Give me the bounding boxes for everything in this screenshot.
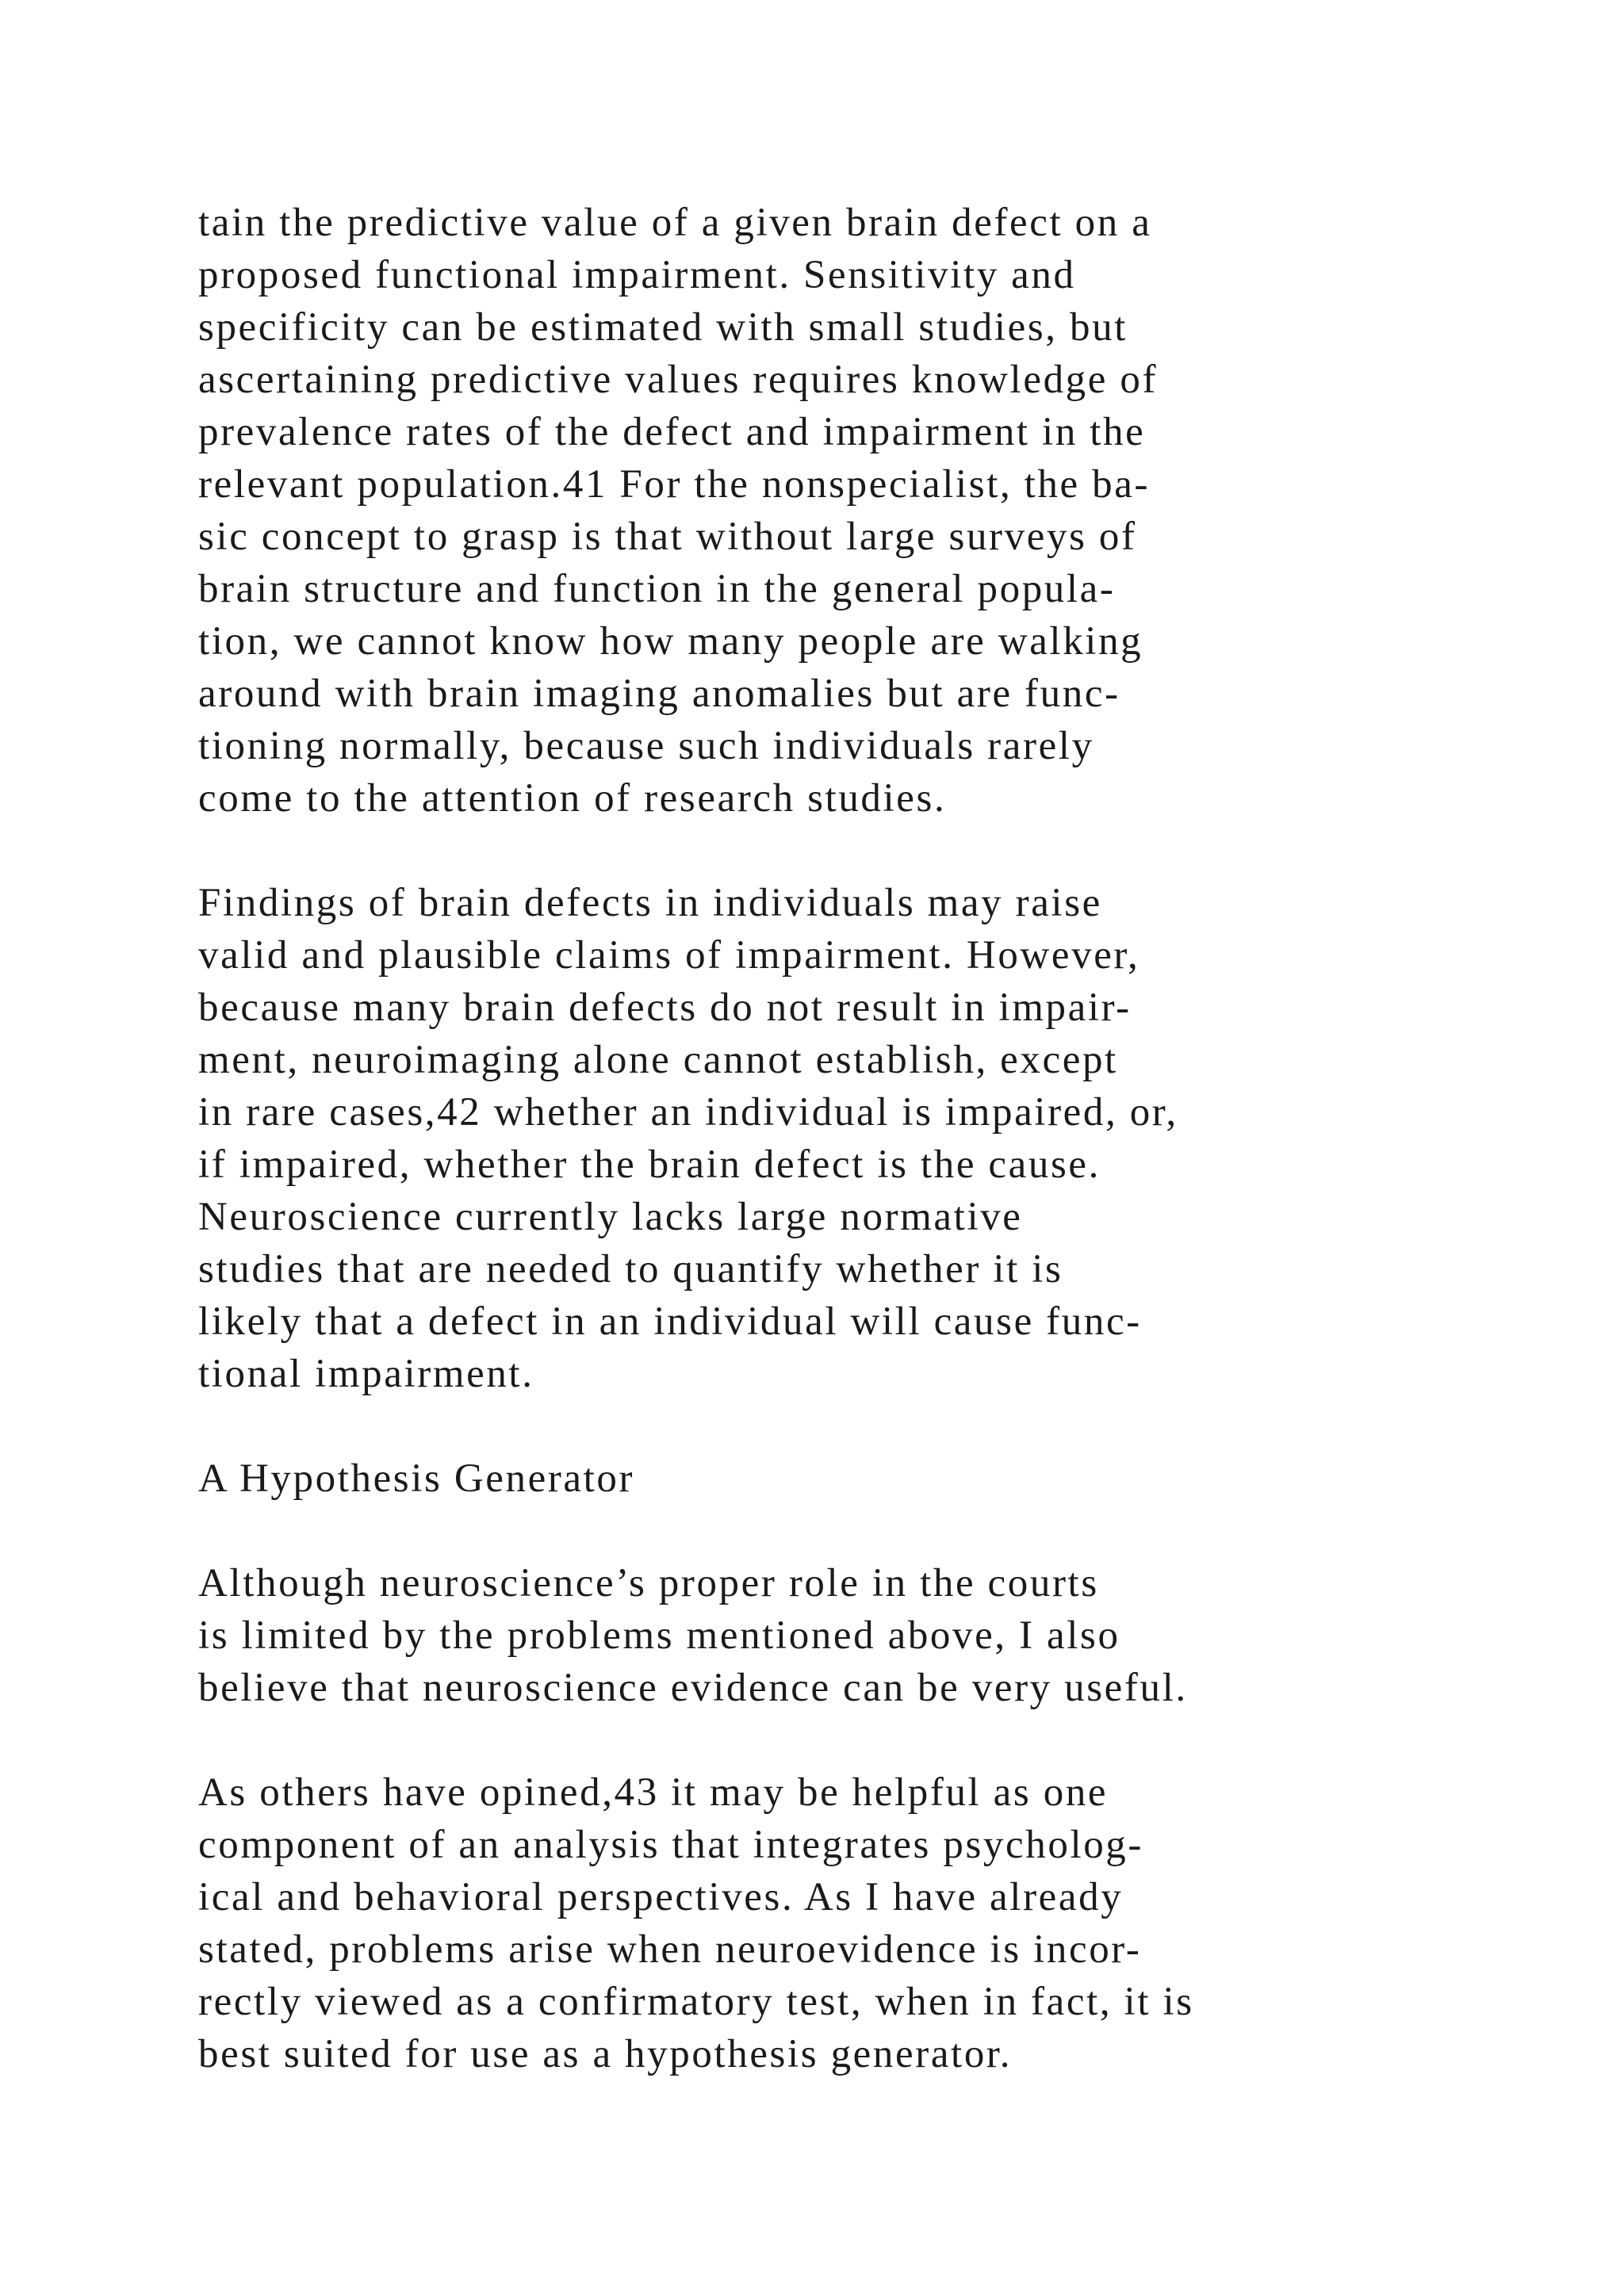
paragraph-gap [198, 1714, 1546, 1766]
section-heading [198, 1452, 1546, 1505]
paragraph-brain-defects [198, 877, 1546, 1400]
text-line: in rare cases,42 whether an individual is impaired, or, [198, 1090, 1178, 1135]
text-line: because many brain defects do not result in impair- [198, 985, 1132, 1030]
text-line: ascertaining predictive values requires knowledge of [198, 358, 1159, 402]
text-line: believe that neuroscience evidence can be very useful. [198, 1666, 1188, 1710]
text-line: Findings of brain defects in individuals may raise [198, 881, 1102, 925]
text-line: tion, we cannot know how many people are walking [198, 619, 1143, 664]
text-line: As others have opined,43 it may be helpful as one [198, 1770, 1109, 1815]
paragraph-gap [198, 1400, 1546, 1452]
text-line: rectly viewed as a confirmatory test, when in fact, it is [198, 1980, 1194, 2024]
text-line: ical and behavioral perspectives. As I have already [198, 1875, 1124, 1919]
section-heading-text: A Hypothesis Generator [198, 1456, 635, 1501]
text-line: if impaired, whether the brain defect is the cause. [198, 1142, 1101, 1187]
text-line: studies that are needed to quantify whether it is [198, 1247, 1063, 1292]
text-line: specificity can be estimated with small studies, but [198, 305, 1128, 350]
text-line: Although neuroscience’s proper role in the courts [198, 1561, 1099, 1605]
text-line: tional impairment. [198, 1352, 534, 1396]
text-line: come to the attention of research studies. [198, 776, 947, 821]
text-line: tain the predictive value of a given brain defect on a [198, 201, 1152, 245]
text-line: prevalence rates of the defect and impairment in the [198, 410, 1146, 454]
text-line: relevant population.41 For the nonspecialist, the ba- [198, 462, 1151, 507]
text-line: stated, problems arise when neuroevidence is incor- [198, 1927, 1142, 1972]
text-line: ment, neuroimaging alone cannot establish, except [198, 1038, 1118, 1082]
paragraph-neuroscience-role [198, 1557, 1546, 1714]
text-line: best suited for use as a hypothesis generator. [198, 2032, 1013, 2076]
paragraph-gap [198, 825, 1546, 877]
text-line: proposed functional impairment. Sensitivity and [198, 253, 1076, 297]
paragraph-hypothesis-generator [198, 1766, 1546, 2080]
text-line: around with brain imaging anomalies but are func- [198, 672, 1120, 716]
text-line: component of an analysis that integrates psycholog- [198, 1823, 1143, 1867]
text-line: sic concept to grasp is that without large surveys of [198, 515, 1137, 559]
text-line: likely that a defect in an individual will cause func- [198, 1299, 1142, 1344]
text-line: tioning normally, because such individuals rarely [198, 724, 1094, 768]
paragraph-predictive-value [198, 197, 1546, 825]
text-line: is limited by the problems mentioned above, I also [198, 1613, 1120, 1658]
paragraph-gap [198, 1505, 1546, 1557]
text-line: Neuroscience currently lacks large normative [198, 1195, 1023, 1239]
text-line: valid and plausible claims of impairment. However, [198, 933, 1140, 978]
text-line: brain structure and function in the general popula- [198, 567, 1116, 611]
document-body [198, 197, 1546, 2080]
